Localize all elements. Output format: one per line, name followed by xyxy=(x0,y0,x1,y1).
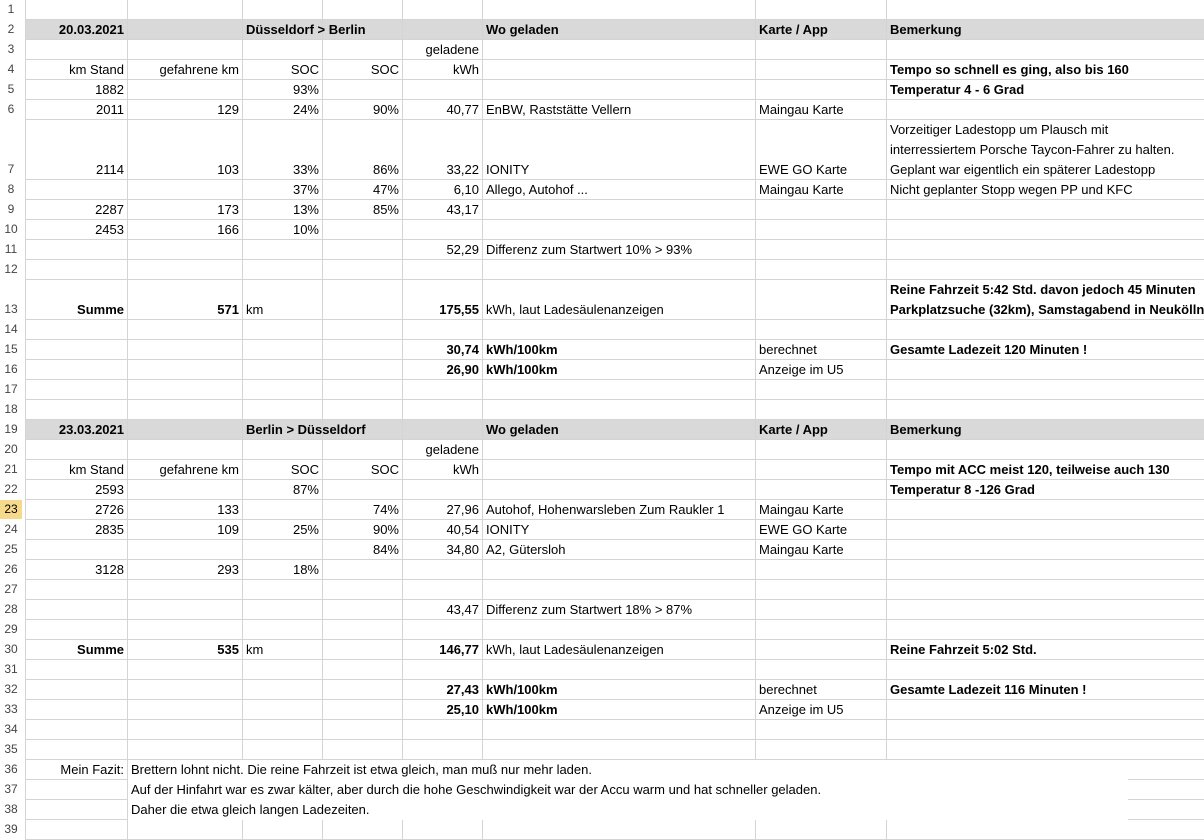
row-header-14[interactable]: 14 xyxy=(4,322,18,336)
row-header-8[interactable]: 8 xyxy=(7,182,15,196)
gridline xyxy=(0,739,1204,740)
consumption-cell[interactable]: 30,74 xyxy=(446,342,479,357)
gefahrene-km-cell[interactable]: 293 xyxy=(217,562,239,577)
soc-cell[interactable]: 85% xyxy=(372,202,399,217)
km-stand-cell[interactable]: 2011 xyxy=(96,102,124,117)
header-geladene[interactable]: geladene xyxy=(425,442,479,457)
conclusion-label-cell[interactable]: Mein Fazit: xyxy=(60,762,124,777)
row-header-13[interactable]: 13 xyxy=(4,302,18,316)
gefahrene-km-cell[interactable]: 133 xyxy=(217,502,239,517)
location-cell[interactable]: EnBW, Raststätte Vellern xyxy=(486,102,632,117)
consumption-unit-cell[interactable]: kWh/100km xyxy=(486,342,558,357)
header-karte-app[interactable]: Karte / App xyxy=(759,22,828,37)
consumption-unit-cell[interactable]: kWh/100km xyxy=(486,362,558,377)
soc-cell[interactable]: 18% xyxy=(292,562,319,577)
row-header-11[interactable]: 11 xyxy=(4,242,18,256)
header-soc[interactable]: SOC xyxy=(290,62,319,77)
km-stand-cell[interactable]: 2287 xyxy=(95,202,124,217)
remark-cell-line-2[interactable]: Parkplatzsuche (32km), Samstagabend in Neukölln xyxy=(890,302,1204,317)
row-header-4[interactable]: 4 xyxy=(7,62,15,76)
sum-km-cell[interactable]: 535 xyxy=(217,642,239,657)
remark-cell-line-2[interactable]: interressiertem Porsche Taycon-Fahrer zu halten. xyxy=(890,142,1175,157)
sum-label-cell[interactable]: Summe xyxy=(77,642,124,657)
trip-date-cell[interactable]: 23.03.2021 xyxy=(58,422,124,437)
gefahrene-km-cell[interactable]: 166 xyxy=(217,222,239,237)
sum-kwh-cell[interactable]: 146,77 xyxy=(439,642,479,657)
row-header-6[interactable]: 6 xyxy=(7,102,15,116)
header-km-stand[interactable]: km Stand xyxy=(69,462,124,477)
km-stand-cell[interactable]: 2453 xyxy=(95,222,124,237)
consumption-source-cell[interactable]: Anzeige im U5 xyxy=(759,362,844,377)
row-header-21[interactable]: 21 xyxy=(4,462,18,476)
kwh-cell[interactable]: 27,96 xyxy=(446,502,479,517)
row-header-23-selected[interactable]: 23 xyxy=(0,500,22,519)
header-km-stand[interactable]: km Stand xyxy=(69,62,124,77)
soc-cell[interactable]: 24% xyxy=(292,102,319,117)
soc-cell[interactable]: 87% xyxy=(292,482,319,497)
row-header-1[interactable]: 1 xyxy=(7,2,15,16)
sum-label-cell[interactable]: Summe xyxy=(77,302,124,317)
location-cell[interactable]: IONITY xyxy=(486,162,530,177)
consumption-unit-cell[interactable]: kWh/100km xyxy=(486,702,558,717)
sum-kwh-cell[interactable]: 175,55 xyxy=(439,302,479,317)
row-header-27[interactable]: 27 xyxy=(4,582,18,596)
sum-kwh-note-cell[interactable]: kWh, laut Ladesäulenanzeigen xyxy=(486,302,664,317)
soc-cell[interactable]: 25% xyxy=(292,522,319,537)
card-cell[interactable]: Maingau Karte xyxy=(759,182,844,197)
header-bemerkung[interactable]: Bemerkung xyxy=(890,422,962,437)
remark-cell[interactable]: Reine Fahrzeit 5:02 Std. xyxy=(890,642,1037,657)
km-stand-cell[interactable]: 2593 xyxy=(95,482,124,497)
location-cell[interactable]: Autohof, Hohenwarsleben Zum Raukler 1 xyxy=(486,502,725,517)
gefahrene-km-cell[interactable]: 173 xyxy=(217,202,239,217)
soc-cell[interactable]: 37% xyxy=(292,182,319,197)
row-header-2[interactable]: 2 xyxy=(7,22,15,36)
difference-note-cell[interactable]: Differenz zum Startwert 10% > 93% xyxy=(486,242,693,257)
card-cell[interactable]: Maingau Karte xyxy=(759,542,844,557)
remark-cell[interactable]: Tempo mit ACC meist 120, teilweise auch 130 xyxy=(890,462,1170,477)
remark-cell-line-3[interactable]: Geplant war eigentlich ein späterer Ladestopp xyxy=(890,162,1156,177)
remark-cell-line-1[interactable]: Vorzeitiger Ladestopp um Plausch mit xyxy=(890,122,1109,137)
soc-cell[interactable]: 84% xyxy=(372,542,399,557)
row-header-22[interactable]: 22 xyxy=(4,482,18,496)
header-soc[interactable]: SOC xyxy=(370,462,399,477)
row-header-35[interactable]: 35 xyxy=(4,742,18,756)
km-stand-cell[interactable]: 3128 xyxy=(95,562,124,577)
row-header-37[interactable]: 37 xyxy=(4,782,18,796)
soc-cell[interactable]: 93% xyxy=(292,82,319,97)
trip-date-cell[interactable]: 20.03.2021 xyxy=(58,22,124,37)
location-cell[interactable]: A2, Gütersloh xyxy=(486,542,566,557)
row-header-9[interactable]: 9 xyxy=(7,202,15,216)
row-header-10[interactable]: 10 xyxy=(4,222,18,236)
card-cell[interactable]: Maingau Karte xyxy=(759,102,844,117)
header-gefahrene-km[interactable]: gefahrene km xyxy=(159,462,239,477)
consumption-cell[interactable]: 27,43 xyxy=(446,682,479,697)
row-header-24[interactable]: 24 xyxy=(4,522,18,536)
header-wo-geladen[interactable]: Wo geladen xyxy=(486,22,559,37)
sum-kwh-note-cell[interactable]: kWh, laut Ladesäulenanzeigen xyxy=(486,642,664,657)
soc-cell[interactable]: 90% xyxy=(372,102,399,117)
header-karte-app[interactable]: Karte / App xyxy=(759,422,828,437)
row-header-15[interactable]: 15 xyxy=(4,342,18,356)
row-header-38[interactable]: 38 xyxy=(4,802,18,816)
unit-km-cell[interactable]: km xyxy=(246,302,264,317)
row-header-28[interactable]: 28 xyxy=(4,602,18,616)
remark-cell[interactable]: Gesamte Ladezeit 116 Minuten ! xyxy=(890,682,1087,697)
kwh-cell[interactable]: 43,17 xyxy=(446,202,479,217)
header-soc[interactable]: SOC xyxy=(290,462,319,477)
row-header-36[interactable]: 36 xyxy=(4,762,18,776)
header-geladene[interactable]: geladene xyxy=(425,42,479,57)
consumption-cell[interactable]: 26,90 xyxy=(446,362,479,377)
consumption-unit-cell[interactable]: kWh/100km xyxy=(486,682,558,697)
row-header-26[interactable]: 26 xyxy=(4,562,18,576)
row-header-25[interactable]: 25 xyxy=(4,542,18,556)
conclusion-text-cell[interactable]: Daher die etwa gleich langen Ladezeiten. xyxy=(128,800,1128,820)
card-cell[interactable]: Maingau Karte xyxy=(759,502,844,517)
soc-cell[interactable]: 74% xyxy=(372,502,399,517)
kwh-cell[interactable]: 52,29 xyxy=(446,242,479,257)
consumption-source-cell[interactable]: berechnet xyxy=(759,342,817,357)
km-stand-cell[interactable]: 2114 xyxy=(96,162,124,177)
row-header-29[interactable]: 29 xyxy=(4,622,18,636)
soc-cell[interactable]: 10% xyxy=(292,222,319,237)
remark-cell[interactable]: Tempo so schnell es ging, also bis 160 xyxy=(890,62,1129,77)
remark-cell[interactable]: Temperatur 4 - 6 Grad xyxy=(890,82,1025,97)
row-header-5[interactable]: 5 xyxy=(7,82,15,96)
km-stand-cell[interactable]: 1882 xyxy=(95,82,124,97)
gefahrene-km-cell[interactable]: 129 xyxy=(217,102,239,117)
conclusion-text-cell[interactable]: Brettern lohnt nicht. Die reine Fahrzeit ist etwa gleich, man muß nur mehr laden. xyxy=(128,760,1128,780)
remark-cell-line-1[interactable]: Reine Fahrzeit 5:42 Std. davon jedoch 45 Minuten xyxy=(890,282,1196,297)
soc-cell[interactable]: 13% xyxy=(292,202,319,217)
row-header-20[interactable]: 20 xyxy=(4,442,18,456)
row-header-30[interactable]: 30 xyxy=(4,642,18,656)
consumption-cell[interactable]: 25,10 xyxy=(446,702,479,717)
row-header-33[interactable]: 33 xyxy=(4,702,18,716)
sum-km-cell[interactable]: 571 xyxy=(217,302,239,317)
kwh-cell[interactable]: 6,10 xyxy=(453,182,479,197)
conclusion-text-cell[interactable]: Auf der Hinfahrt war es zwar kälter, aber durch die hohe Geschwindigkeit war der Accu warm und hat schneller geladen. xyxy=(128,780,1128,800)
row-header-17[interactable]: 17 xyxy=(4,382,18,396)
card-cell[interactable]: EWE GO Karte xyxy=(759,522,848,537)
row-header-18[interactable]: 18 xyxy=(4,402,18,416)
consumption-source-cell[interactable]: Anzeige im U5 xyxy=(759,702,844,717)
soc-cell[interactable]: 33% xyxy=(292,162,319,177)
gridline xyxy=(0,399,1204,400)
header-soc[interactable]: SOC xyxy=(370,62,399,77)
location-cell[interactable]: Allego, Autohof ... xyxy=(486,182,588,197)
gefahrene-km-cell[interactable]: 109 xyxy=(217,522,239,537)
row-header-32[interactable]: 32 xyxy=(4,682,18,696)
kwh-cell[interactable]: 43,47 xyxy=(446,602,479,617)
remark-cell[interactable]: Nicht geplanter Stopp wegen PP und KFC xyxy=(890,182,1133,197)
row-header-31[interactable]: 31 xyxy=(4,662,18,676)
soc-cell[interactable]: 47% xyxy=(372,182,399,197)
row-header-19[interactable]: 19 xyxy=(4,422,18,436)
kwh-cell[interactable]: 40,77 xyxy=(446,102,479,117)
kwh-cell[interactable]: 40,54 xyxy=(446,522,479,537)
unit-km-cell[interactable]: km xyxy=(246,642,264,657)
header-kwh[interactable]: kWh xyxy=(453,462,479,477)
difference-note-cell[interactable]: Differenz zum Startwert 18% > 87% xyxy=(486,602,693,617)
row-header-12[interactable]: 12 xyxy=(4,262,18,276)
trip-route-cell[interactable]: Düsseldorf > Berlin xyxy=(246,22,366,37)
row-header-39[interactable]: 39 xyxy=(4,822,18,836)
soc-cell[interactable]: 86% xyxy=(372,162,399,177)
remark-cell[interactable]: Temperatur 8 -126 Grad xyxy=(890,482,1035,497)
card-cell[interactable]: EWE GO Karte xyxy=(759,162,848,177)
soc-cell[interactable]: 90% xyxy=(372,522,399,537)
header-bemerkung[interactable]: Bemerkung xyxy=(890,22,962,37)
row-header-3[interactable]: 3 xyxy=(7,42,15,56)
kwh-cell[interactable]: 34,80 xyxy=(446,542,479,557)
header-gefahrene-km[interactable]: gefahrene km xyxy=(159,62,239,77)
km-stand-cell[interactable]: 2835 xyxy=(95,522,124,537)
gefahrene-km-cell[interactable]: 103 xyxy=(217,162,239,177)
header-kwh[interactable]: kWh xyxy=(453,62,479,77)
gridline xyxy=(127,0,128,840)
trip-route-cell[interactable]: Berlin > Düsseldorf xyxy=(246,422,366,437)
remark-cell[interactable]: Gesamte Ladezeit 120 Minuten ! xyxy=(890,342,1088,357)
row-header-7[interactable]: 7 xyxy=(7,162,15,176)
row-header-34[interactable]: 34 xyxy=(4,722,18,736)
consumption-source-cell[interactable]: berechnet xyxy=(759,682,817,697)
header-wo-geladen[interactable]: Wo geladen xyxy=(486,422,559,437)
km-stand-cell[interactable]: 2726 xyxy=(95,502,124,517)
row-header-16[interactable]: 16 xyxy=(4,362,18,376)
kwh-cell[interactable]: 33,22 xyxy=(446,162,479,177)
location-cell[interactable]: IONITY xyxy=(486,522,530,537)
